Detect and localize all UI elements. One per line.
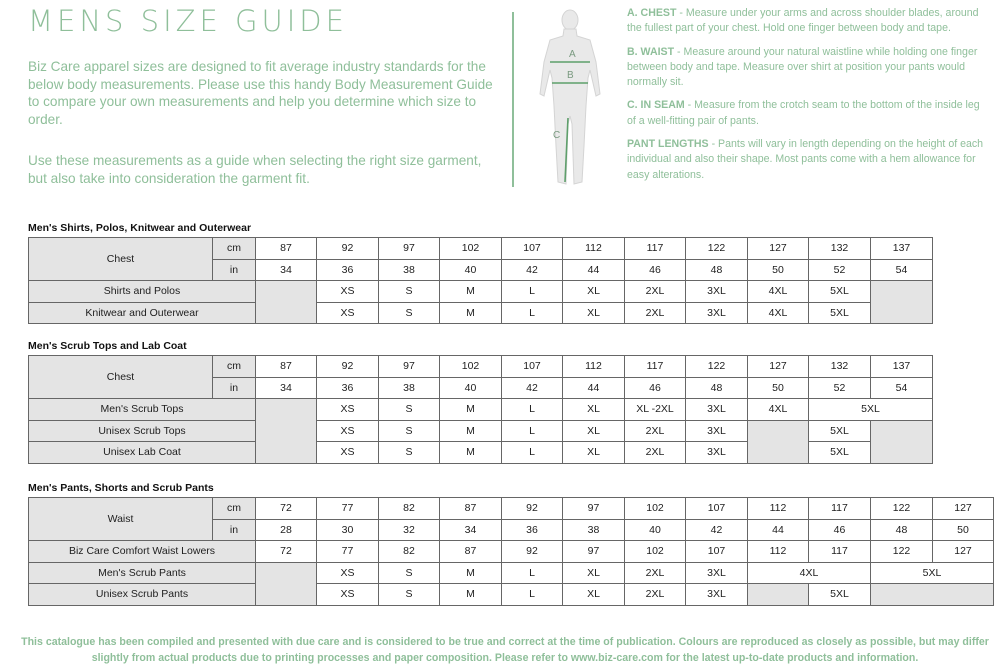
table-cell: 77 xyxy=(317,498,379,520)
size-cell: XS xyxy=(317,420,379,442)
table-cell: 92 xyxy=(317,356,379,378)
table-cell: 42 xyxy=(686,519,748,541)
size-cell: XS xyxy=(317,281,379,303)
table-row xyxy=(29,541,994,563)
size-cell: 3XL xyxy=(686,420,748,442)
unit-in: in xyxy=(213,519,256,541)
table-cell: 46 xyxy=(809,519,871,541)
size-cell: 102 xyxy=(625,541,686,563)
size-cell: L xyxy=(502,399,563,421)
table-cell: 30 xyxy=(317,519,379,541)
table-cell: 38 xyxy=(563,519,625,541)
shirts-section-title: Men's Shirts, Polos, Knitwear and Outerwear xyxy=(28,222,252,234)
definition-inseam: C. IN SEAM - Measure from the crotch seam to the bottom of the inside leg of a well-fitting pair of pants. xyxy=(627,99,980,127)
size-cell: 5XL xyxy=(809,399,933,421)
empty-cell xyxy=(748,420,809,463)
size-cell: XS xyxy=(317,302,379,324)
size-cell: L xyxy=(502,281,563,303)
table-cell: 36 xyxy=(502,519,563,541)
figure-label-c: C xyxy=(553,130,561,141)
table-cell: 42 xyxy=(502,259,563,281)
size-cell: M xyxy=(440,420,502,442)
unit-cm: cm xyxy=(213,356,256,378)
size-cell: 5XL xyxy=(809,442,871,464)
table-cell: 50 xyxy=(933,519,994,541)
size-cell: M xyxy=(440,442,502,464)
table-cell: 92 xyxy=(317,238,379,260)
table-cell: 117 xyxy=(625,356,686,378)
table-cell: 44 xyxy=(563,259,625,281)
shirts-size-table xyxy=(28,237,933,324)
table-cell: 122 xyxy=(686,238,748,260)
definition-chest: A. CHEST - Measure under your arms and across shoulder blades, around the fullest part of your chest. Hold one finger between body and tape. xyxy=(627,7,979,35)
empty-cell xyxy=(256,399,317,464)
pants-cm-row xyxy=(29,498,994,520)
definition-pant-lengths: PANT LENGTHS - Pants will vary in length depending on the height of each individual and also their shape. Most pants come with a hem allowance for easy alterations. xyxy=(627,138,984,181)
size-cell: L xyxy=(502,420,563,442)
table-cell: 42 xyxy=(502,377,563,399)
size-cell: 5XL xyxy=(809,420,871,442)
size-cell: L xyxy=(502,442,563,464)
pants-size-table xyxy=(28,497,994,606)
size-cell: XL xyxy=(563,584,625,606)
size-cell: M xyxy=(440,562,502,584)
unit-in: in xyxy=(213,259,256,281)
table-cell: 44 xyxy=(748,519,809,541)
size-cell: 107 xyxy=(686,541,748,563)
table-cell: 40 xyxy=(440,259,502,281)
table-row xyxy=(29,302,933,324)
table-row xyxy=(29,562,994,584)
table-cell: 48 xyxy=(686,259,748,281)
size-cell: S xyxy=(379,442,440,464)
row-label: Unisex Scrub Tops xyxy=(29,420,256,442)
unit-cm: cm xyxy=(213,238,256,260)
size-cell: 4XL xyxy=(748,399,809,421)
table-cell: 132 xyxy=(809,356,871,378)
size-cell: 2XL xyxy=(625,281,686,303)
table-cell: 36 xyxy=(317,377,379,399)
table-cell: 50 xyxy=(748,377,809,399)
table-cell: 28 xyxy=(256,519,317,541)
table-cell: 102 xyxy=(440,238,502,260)
divider-line xyxy=(512,12,514,187)
table-cell: 87 xyxy=(256,238,317,260)
unit-cm: cm xyxy=(213,498,256,520)
size-cell: 92 xyxy=(502,541,563,563)
table-cell: 102 xyxy=(440,356,502,378)
size-cell: 77 xyxy=(317,541,379,563)
table-cell: 38 xyxy=(379,259,440,281)
table-row xyxy=(29,420,933,442)
empty-cell xyxy=(748,584,809,606)
row-label: Unisex Scrub Pants xyxy=(29,584,256,606)
size-cell: M xyxy=(440,584,502,606)
size-cell: XL -2XL xyxy=(625,399,686,421)
intro-paragraph-1: Biz Care apparel sizes are designed to fit average industry standards for the below body measurements. Please use this handy Body Measurement Guide to compare your own measurements and help you determine which size to order. xyxy=(28,59,493,127)
table-cell: 117 xyxy=(809,498,871,520)
size-cell: S xyxy=(379,399,440,421)
measure-label: Chest xyxy=(29,356,213,399)
table-cell: 107 xyxy=(502,356,563,378)
row-label: Unisex Lab Coat xyxy=(29,442,256,464)
size-cell: 2XL xyxy=(625,584,686,606)
shirts-cm-row xyxy=(29,238,933,260)
table-cell: 54 xyxy=(871,259,933,281)
table-cell: 82 xyxy=(379,498,440,520)
table-cell: 117 xyxy=(625,238,686,260)
empty-cell xyxy=(871,281,933,324)
size-cell: XS xyxy=(317,442,379,464)
size-cell: 5XL xyxy=(871,562,994,584)
size-cell: 122 xyxy=(871,541,933,563)
figure-label-b: B xyxy=(567,70,574,81)
table-cell: 48 xyxy=(871,519,933,541)
table-cell: 122 xyxy=(871,498,933,520)
size-cell: M xyxy=(440,281,502,303)
table-cell: 46 xyxy=(625,259,686,281)
table-row xyxy=(29,281,933,303)
size-cell: 87 xyxy=(440,541,502,563)
size-cell: 2XL xyxy=(625,442,686,464)
row-label: Men's Scrub Tops xyxy=(29,399,256,421)
size-cell: 3XL xyxy=(686,302,748,324)
table-cell: 102 xyxy=(625,498,686,520)
definition-waist: B. WAIST - Measure around your natural waistline while holding one finger between body and tape. Measure over shirt at position your pants would normally sit. xyxy=(627,45,978,89)
table-cell: 112 xyxy=(563,238,625,260)
size-cell: 5XL xyxy=(809,281,871,303)
size-cell: XS xyxy=(317,399,379,421)
table-cell: 127 xyxy=(748,238,809,260)
table-cell: 97 xyxy=(563,498,625,520)
body-measurement-figure-icon xyxy=(530,6,610,191)
table-cell: 34 xyxy=(440,519,502,541)
scrubs-size-table xyxy=(28,355,933,464)
size-cell: L xyxy=(502,302,563,324)
table-cell: 87 xyxy=(440,498,502,520)
table-row xyxy=(29,584,994,606)
size-cell: XL xyxy=(563,281,625,303)
table-cell: 38 xyxy=(379,377,440,399)
measure-label: Chest xyxy=(29,238,213,281)
size-cell: XS xyxy=(317,584,379,606)
table-cell: 97 xyxy=(379,356,440,378)
size-cell: XL xyxy=(563,302,625,324)
scrubs-cm-row xyxy=(29,356,933,378)
size-cell: 4XL xyxy=(748,281,809,303)
table-cell: 137 xyxy=(871,356,933,378)
size-cell: 2XL xyxy=(625,562,686,584)
size-cell: S xyxy=(379,281,440,303)
table-cell: 127 xyxy=(748,356,809,378)
pants-section-title: Men's Pants, Shorts and Scrub Pants xyxy=(28,482,214,494)
size-cell: M xyxy=(440,399,502,421)
size-cell: 4XL xyxy=(748,302,809,324)
table-cell: 52 xyxy=(809,377,871,399)
size-cell: XL xyxy=(563,420,625,442)
table-cell: 137 xyxy=(871,238,933,260)
empty-cell xyxy=(256,281,317,324)
table-cell: 34 xyxy=(256,377,317,399)
table-cell: 54 xyxy=(871,377,933,399)
size-cell: L xyxy=(502,562,563,584)
table-cell: 107 xyxy=(686,498,748,520)
size-cell: 3XL xyxy=(686,281,748,303)
size-cell: 3XL xyxy=(686,584,748,606)
table-cell: 46 xyxy=(625,377,686,399)
size-cell: XL xyxy=(563,442,625,464)
table-cell: 32 xyxy=(379,519,440,541)
table-cell: 48 xyxy=(686,377,748,399)
table-row xyxy=(29,399,933,421)
size-cell: 4XL xyxy=(748,562,871,584)
row-label: Knitwear and Outerwear xyxy=(29,302,256,324)
size-cell: 72 xyxy=(256,541,317,563)
size-cell: 82 xyxy=(379,541,440,563)
empty-cell xyxy=(871,584,994,606)
footer-disclaimer: This catalogue has been compiled and presented with due care and is considered to be true and correct at the time of publication. Colours are reproduced as closely as possible, but may differ slightly from actual products due to printing processes and paper composition. Please refer to www.biz-care.com for the latest up-to-date products and information. xyxy=(21,636,989,664)
size-cell: M xyxy=(440,302,502,324)
size-cell: 2XL xyxy=(625,420,686,442)
size-cell: 2XL xyxy=(625,302,686,324)
table-cell: 34 xyxy=(256,259,317,281)
table-cell: 52 xyxy=(809,259,871,281)
row-label: Men's Scrub Pants xyxy=(29,562,256,584)
measure-label: Waist xyxy=(29,498,213,541)
size-cell: XL xyxy=(563,399,625,421)
table-cell: 122 xyxy=(686,356,748,378)
table-cell: 40 xyxy=(440,377,502,399)
size-cell: 3XL xyxy=(686,442,748,464)
measurement-definitions xyxy=(627,6,987,191)
table-cell: 112 xyxy=(748,498,809,520)
size-cell: 127 xyxy=(933,541,994,563)
size-cell: S xyxy=(379,562,440,584)
size-cell: 3XL xyxy=(686,399,748,421)
table-cell: 87 xyxy=(256,356,317,378)
page-title: MENS SIZE GUIDE xyxy=(28,4,348,38)
figure-label-a: A xyxy=(569,49,576,60)
table-cell: 127 xyxy=(933,498,994,520)
size-cell: 5XL xyxy=(809,584,871,606)
table-cell: 40 xyxy=(625,519,686,541)
scrubs-section-title: Men's Scrub Tops and Lab Coat xyxy=(28,340,187,352)
unit-in: in xyxy=(213,377,256,399)
size-cell: S xyxy=(379,420,440,442)
table-cell: 107 xyxy=(502,238,563,260)
empty-cell xyxy=(256,562,317,605)
size-cell: 117 xyxy=(809,541,871,563)
table-cell: 92 xyxy=(502,498,563,520)
intro-paragraph-2: Use these measurements as a guide when selecting the right size garment, but also take into consideration the garment fit. xyxy=(28,153,482,186)
row-label: Biz Care Comfort Waist Lowers xyxy=(29,541,256,563)
size-cell: 5XL xyxy=(809,302,871,324)
table-cell: 44 xyxy=(563,377,625,399)
size-cell: XL xyxy=(563,562,625,584)
table-cell: 97 xyxy=(379,238,440,260)
empty-cell xyxy=(871,420,933,463)
size-cell: S xyxy=(379,584,440,606)
size-cell: L xyxy=(502,584,563,606)
row-label: Shirts and Polos xyxy=(29,281,256,303)
size-cell: XS xyxy=(317,562,379,584)
size-cell: S xyxy=(379,302,440,324)
size-cell: 112 xyxy=(748,541,809,563)
table-cell: 36 xyxy=(317,259,379,281)
table-cell: 50 xyxy=(748,259,809,281)
size-cell: 3XL xyxy=(686,562,748,584)
table-cell: 72 xyxy=(256,498,317,520)
table-cell: 132 xyxy=(809,238,871,260)
table-cell: 112 xyxy=(563,356,625,378)
size-cell: 97 xyxy=(563,541,625,563)
